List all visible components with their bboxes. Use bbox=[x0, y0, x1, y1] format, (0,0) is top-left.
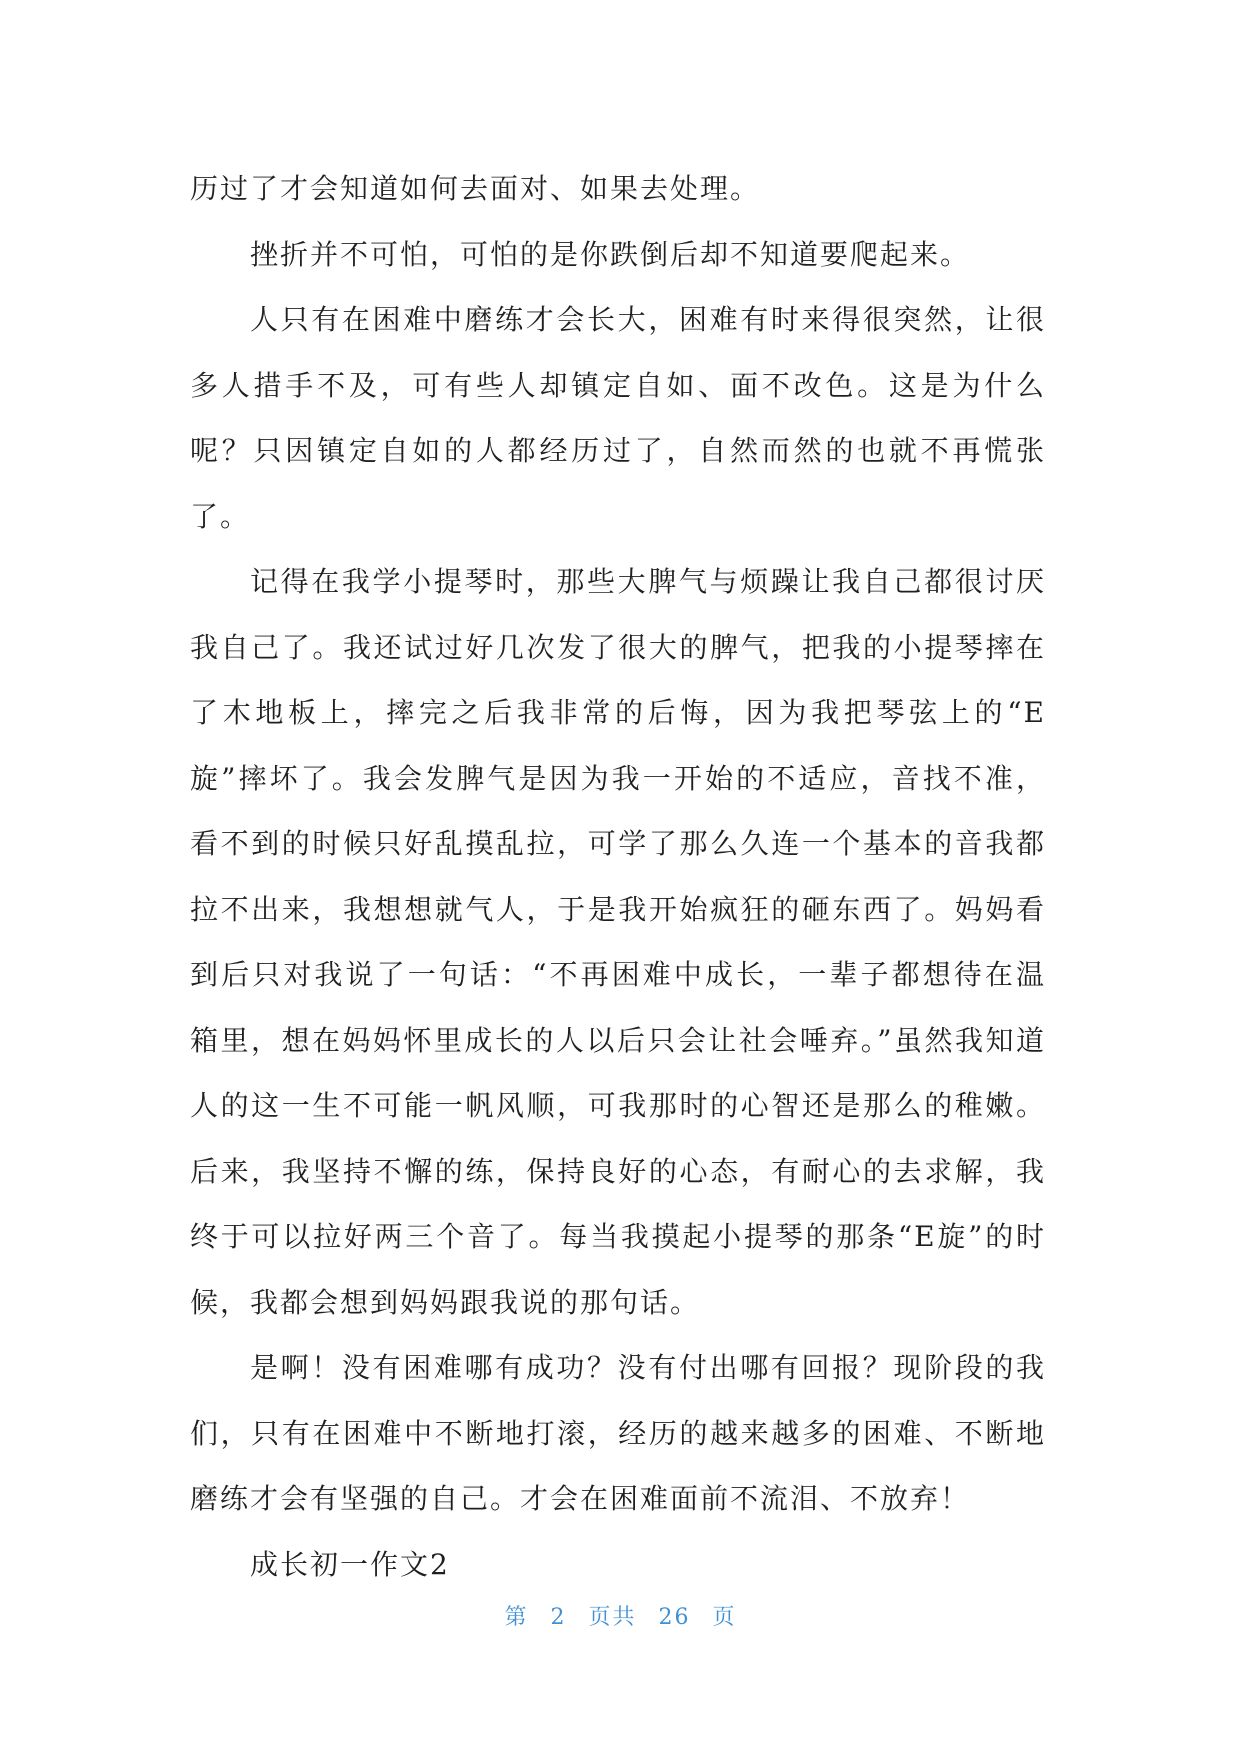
paragraph: 人只有在困难中磨练才会长大，困难有时来得很突然，让很多人措手不及，可有些人却镇定自如、面不改色。这是为什么呢？只因镇定自如的人都经历过了，自然而然的也就不再慌张了。 bbox=[190, 303, 1046, 533]
footer-label-di: 第 bbox=[504, 1605, 529, 1630]
footer-label-ye: 页 bbox=[712, 1605, 737, 1630]
paragraph: 挫折并不可怕，可怕的是你跌倒后却不知道要爬起来。 bbox=[250, 237, 971, 271]
section-heading: 成长初一作文2 bbox=[250, 1547, 450, 1581]
paragraph: 是啊！没有困难哪有成功？没有付出哪有回报？现阶段的我们，只有在困难中不断地打滚，经历的越来越多的困难、不断地磨练才会有坚强的自己。才会在困难面前不流泪、不放弃！ bbox=[190, 1351, 1046, 1515]
paragraph-continued: 历过了才会知道如何去面对、如果去处理。 bbox=[190, 172, 761, 205]
current-page-number: 2 bbox=[550, 1605, 567, 1630]
paragraph: 记得在我学小提琴时，那些大脾气与烦躁让我自己都很讨厌我自己了。我还试过好几次发了很大的脾气，把我的小提琴摔在了木地板上，摔完之后我非常的后悔，因为我把琴弦上的“E旋”摔坏了。我会发脾气是因为我一开始的不适应，音找不准，看不到的时候只好乱摸乱拉，可学了那么久连一个基本的音我都拉不出来，我想想就气人，于是我开始疯狂的砸东西了。妈妈看到后只对我说了一句话：“不再困难中成长，一辈子都想待在温箱里，想在妈妈怀里成长的人以后只会让社会唾弃。”虽然我知道人的这一生不可能一帆风顺，可我那时的心智还是那么的稚嫩。后来，我坚持不懈的练，保持良好的心态，有耐心的去求解，我终于可以拉好两三个音了。每当我摸起小提琴的那条“E旋”的时候，我都会想到妈妈跟我说的那句话。 bbox=[190, 565, 1046, 1319]
document-body bbox=[190, 156, 1046, 1597]
footer-label-ye-gong: 页共 bbox=[588, 1605, 637, 1630]
page-footer bbox=[0, 1600, 1241, 1631]
total-pages-number: 26 bbox=[658, 1605, 691, 1630]
